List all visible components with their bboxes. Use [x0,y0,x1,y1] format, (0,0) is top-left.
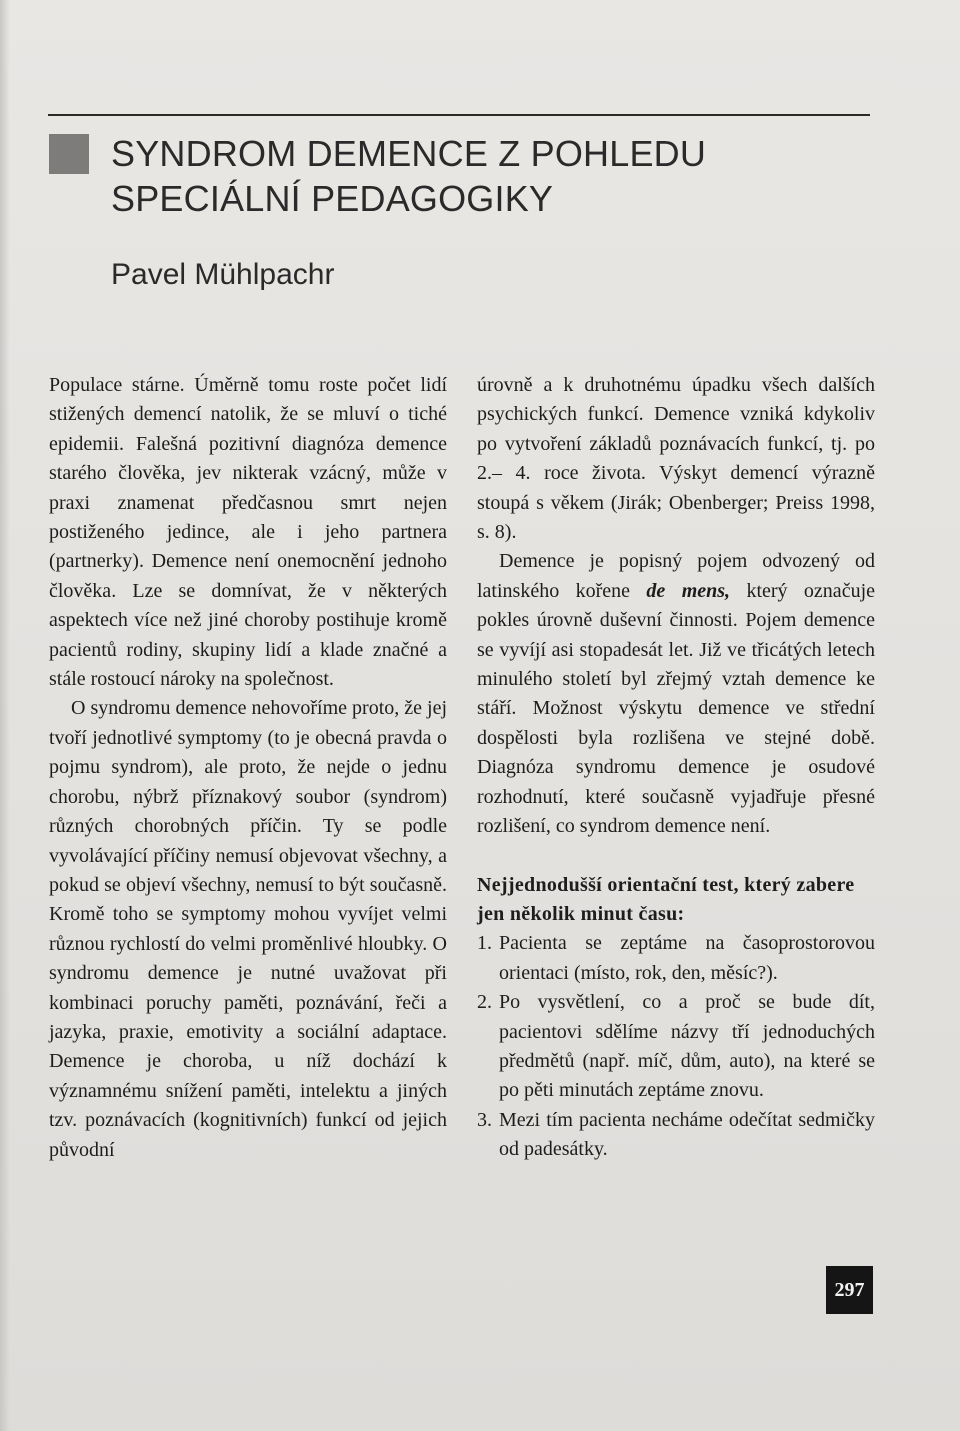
test-list [477,929,875,1164]
top-rule [48,114,870,116]
list-item [477,988,875,1106]
paragraph: Populace stárne. Úměrně tomu roste počet lidí stižených demencí natolik, že se mluví o tiché epidemii. Falešná pozitivní diagnóza demence starého člověka, jev nikterak vzácný, může v praxi znamenat předčasnou smrt nejen postiženého jedince, ale i jeho partnera (partnerky). Demence není onemocnění jednoho člověka. Lze se domnívat, že v některých aspektech více než jiné choroby postihuje kromě pacientů rodiny, skupiny lidí a klade značné a stále rostoucí nároky na společnost. [49,374,447,691]
list-item-number: 2. [477,991,492,1014]
list-item-text: Pacienta se zeptáme na časoprostorovou orientaci (místo, rok, den, měsíc?). [499,932,875,984]
article-title [111,131,871,221]
list-item [477,929,875,988]
list-item-text: Po vysvětlení, co a proč se bude dít, pacientovi sdělíme názvy tří jednoduchých předmětů (např. míč, dům, auto), na které se po pěti minutách zeptáme znovu. [499,991,875,1102]
list-item-text: Mezi tím pacienta necháme odečítat sedmičky od padesátky. [499,1108,875,1161]
left-column [49,371,447,1165]
list-item-number: 3. [477,1108,492,1131]
page-edge-shadow [0,0,10,1431]
right-column [477,371,875,1165]
test-heading: Nejjednodušší orientační test, který zabere jen několik minut času: [477,873,855,925]
paragraph [477,547,875,841]
list-item-number: 1. [477,932,492,955]
article-title-line-1: SYNDROM DEMENCE Z POHLEDU [111,133,707,174]
list-item [477,1106,875,1165]
page-number: 297 [826,1266,873,1314]
paragraph: O syndromu demence nehovoříme proto, že jej tvoří jednotlivé symptomy (to je obecná pravda o pojmu syndrom), ale proto, že nejde o jednu chorobu, nýbrž příznakový soubor (syndrom) různých chorobných příčin. Ty se podle vyvolávající příčiny nemusí objevovat všechny, a pokud se objeví všechny, nemusí to být současně. Kromě toho se symptomy mohou vyvíjet velmi různou rychlostí do velmi proměnlivé hloubky. O syndromu demence je nutné uvažovat při kombinaci poruchy paměti, poznávání, řeči a jazyka, praxie, emotivity a sociální adaptace. Demence je choroba, u níž dochází k významnému snížení paměti, intelektu a jiných tzv. poznávacích (kognitivních) funkcí od jejich původní [49,697,447,1161]
paragraph-text: Demence je popisný pojem odvozený od latinského kořene [477,550,875,602]
article-title-line-2: SPECIÁLNÍ PEDAGOGIKY [111,178,554,219]
latin-term: de mens, [646,579,731,602]
paragraph-text: který označuje pokles úrovně duševní činnosti. Pojem demence se vyvíjí asi stopadesát let. Již ve třicátých letech minulého století byl zřejmý vztah demence ke stáří. Možnost výskytu demence ve střední dospělosti byla rozlišena ve stejné době. Diagnóza syndromu demence je osudové rozhodnutí, které současně vyjadřuje přesné rozlišení, co syndrom demence není. [477,579,875,838]
title-square-marker [49,134,89,174]
paragraph: úrovně a k druhotnému úpadku všech dalších psychických funkcí. Demence vzniká kdykoliv po vytvoření základů poznávacích funkcí, tj. po 2.– 4. roce života. Výskyt demencí výrazně stoupá s věkem (Jirák; Obenberger; Preiss 1998, s. 8). [477,374,875,544]
author-name: Pavel Mühlpachr [111,258,335,291]
